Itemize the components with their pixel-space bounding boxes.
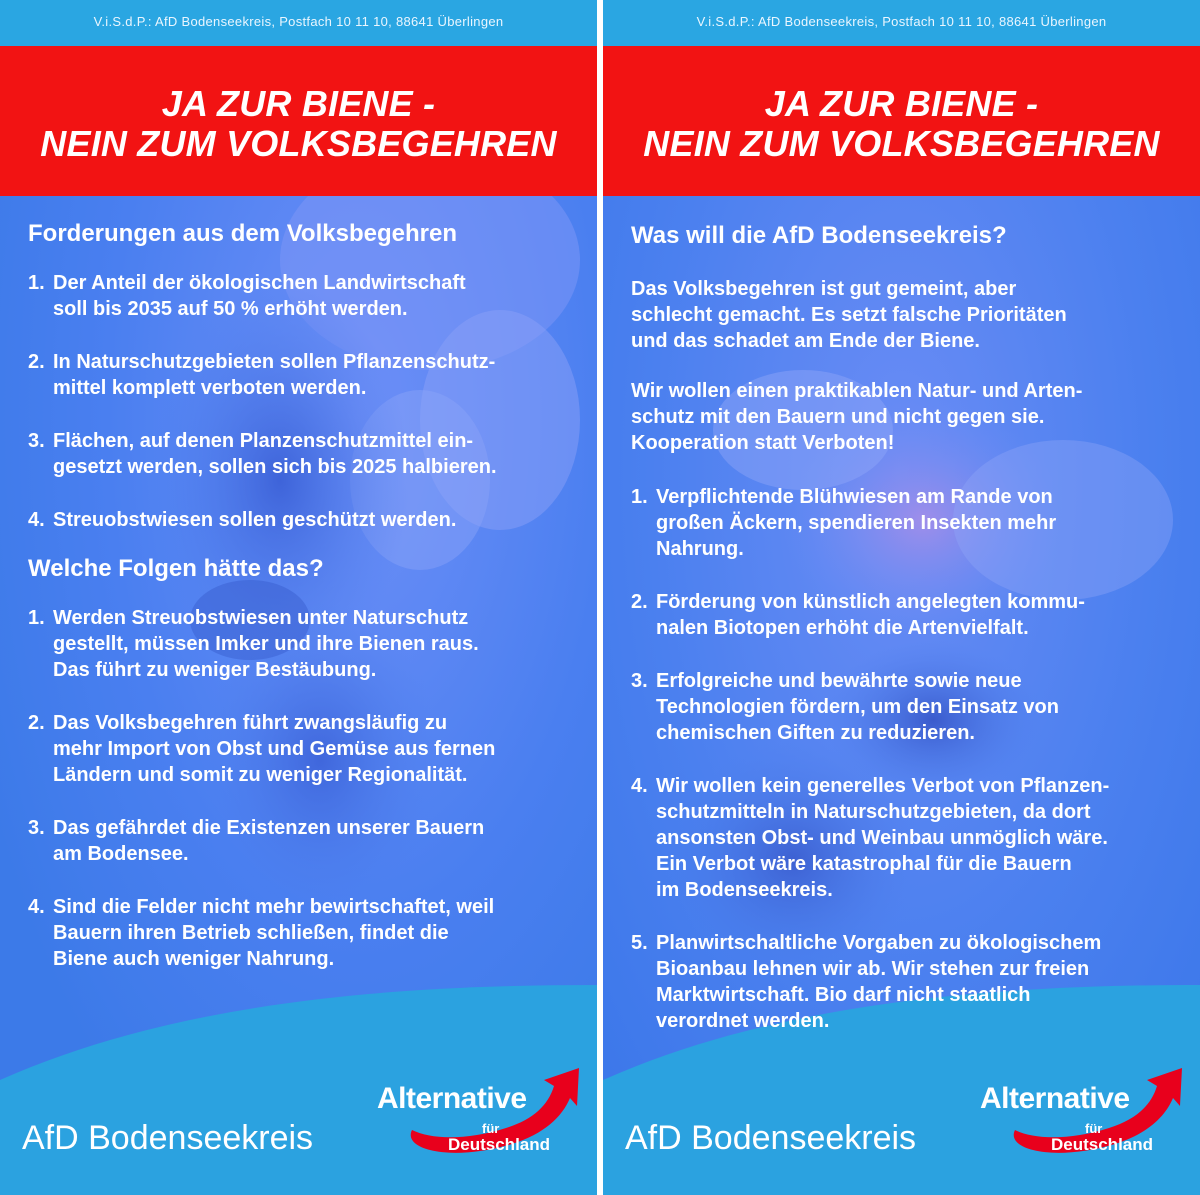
- logo-word-fuer: für: [1085, 1121, 1103, 1136]
- visdp-imprint: V.i.S.d.P.: AfD Bodenseekreis, Postfach 10 11 10, 88641 Überlingen: [603, 0, 1200, 46]
- logo-word-deutschland: Deutschland: [448, 1135, 551, 1154]
- consequence-item: 4. Sind die Felder nicht mehr bewirtschaftet, weil Bauern ihren Betrieb schließen, findet die Biene auch weniger Nahrung.: [28, 896, 495, 970]
- headline-line-1: JA ZUR BIENE -: [764, 83, 1039, 124]
- headline-banner: [0, 46, 597, 196]
- logo-word-deutschland: Deutschland: [1051, 1135, 1154, 1154]
- consequence-item: 2. Das Volksbegehren führt zwangsläufig zu mehr Import von Obst und Gemüse aus fernen Ländern und somit zu weniger Regionalität.: [28, 712, 496, 786]
- left-flyer-panel: [0, 0, 597, 1195]
- afd-goals-heading: Was will die AfD Bodenseekreis?: [631, 222, 1007, 249]
- headline-banner: [603, 46, 1200, 196]
- consequences-heading: Welche Folgen hätte das?: [28, 555, 324, 582]
- afd-logo: [372, 1062, 582, 1162]
- point-item: 4. Wir wollen kein generelles Verbot von Pflanzen- schutzmitteln in Naturschutzgebieten, da dort ansonsten Obst- und Weinbau unmöglich wäre. Ein Verbot wäre katastrophal für die Bauern im Bodenseekreis.: [631, 775, 1110, 901]
- visdp-imprint: V.i.S.d.P.: AfD Bodenseekreis, Postfach 10 11 10, 88641 Überlingen: [0, 0, 597, 46]
- logo-word-fuer: für: [482, 1121, 500, 1136]
- headline-line-2: NEIN ZUM VOLKSBEGEHREN: [643, 123, 1160, 164]
- point-item: 1. Verpflichtende Blühwiesen am Rande von großen Äckern, spendieren Insekten mehr Nahrung.: [631, 486, 1057, 560]
- demands-heading: Forderungen aus dem Volksbegehren: [28, 220, 457, 247]
- logo-word-alternative: Alternative: [377, 1082, 527, 1115]
- afd-logo: [975, 1062, 1185, 1162]
- consequences-list: [28, 605, 578, 972]
- demand-item: 2. In Naturschutzgebieten sollen Pflanzenschutz- mittel komplett verboten werden.: [28, 351, 496, 399]
- point-item: 5. Planwirtschaltliche Vorgaben zu ökologischem Bioanbau lehnen wir ab. Wir stehen zur freien Marktwirtschaft. Bio darf nicht staatlich verordnet werden.: [631, 932, 1102, 1032]
- point-item: 3. Erfolgreiche und bewährte sowie neue Technologien fördern, um den Einsatz von chemischen Giften zu reduzieren.: [631, 670, 1059, 744]
- point-item: 2. Förderung von künstlich angelegten kommu- nalen Biotopen erhöht die Artenvielfalt.: [631, 591, 1085, 639]
- consequence-item: 3. Das gefährdet die Existenzen unserer Bauern am Bodensee.: [28, 817, 485, 865]
- demand-item: 4. Streuobstwiesen sollen geschützt werden.: [28, 509, 457, 531]
- right-flyer-panel: [603, 0, 1200, 1195]
- demand-item: 3. Flächen, auf denen Planzenschutzmittel ein- gesetzt werden, sollen sich bis 2025 halbieren.: [28, 430, 497, 478]
- footer-org-name: AfD Bodenseekreis: [22, 1119, 314, 1157]
- consequence-item: 1. Werden Streuobstwiesen unter Naturschutz gestellt, müssen Imker und ihre Bienen raus. Das führt zu weniger Bestäubung.: [28, 607, 479, 681]
- logo-word-alternative: Alternative: [980, 1082, 1130, 1115]
- demands-list: [28, 270, 578, 533]
- afd-points-list: [631, 484, 1181, 1034]
- headline-line-2: NEIN ZUM VOLKSBEGEHREN: [40, 123, 557, 164]
- right-content: [631, 222, 1181, 1061]
- footer-org-name: AfD Bodenseekreis: [625, 1119, 917, 1157]
- intro-paragraph-1: Das Volksbegehren ist gut gemeint, aber schlecht gemacht. Es setzt falsche Prioritäten und das schadet am Ende der Biene.: [631, 278, 1067, 352]
- left-content: [28, 220, 578, 999]
- intro-paragraph-2: Wir wollen einen praktikablen Natur- und Arten- schutz mit den Bauern und nicht gegen sie. Kooperation statt Verboten!: [631, 380, 1083, 454]
- demand-item: 1. Der Anteil der ökologischen Landwirtschaft soll bis 2035 auf 50 % erhöht werden.: [28, 272, 466, 320]
- headline-line-1: JA ZUR BIENE -: [161, 83, 436, 124]
